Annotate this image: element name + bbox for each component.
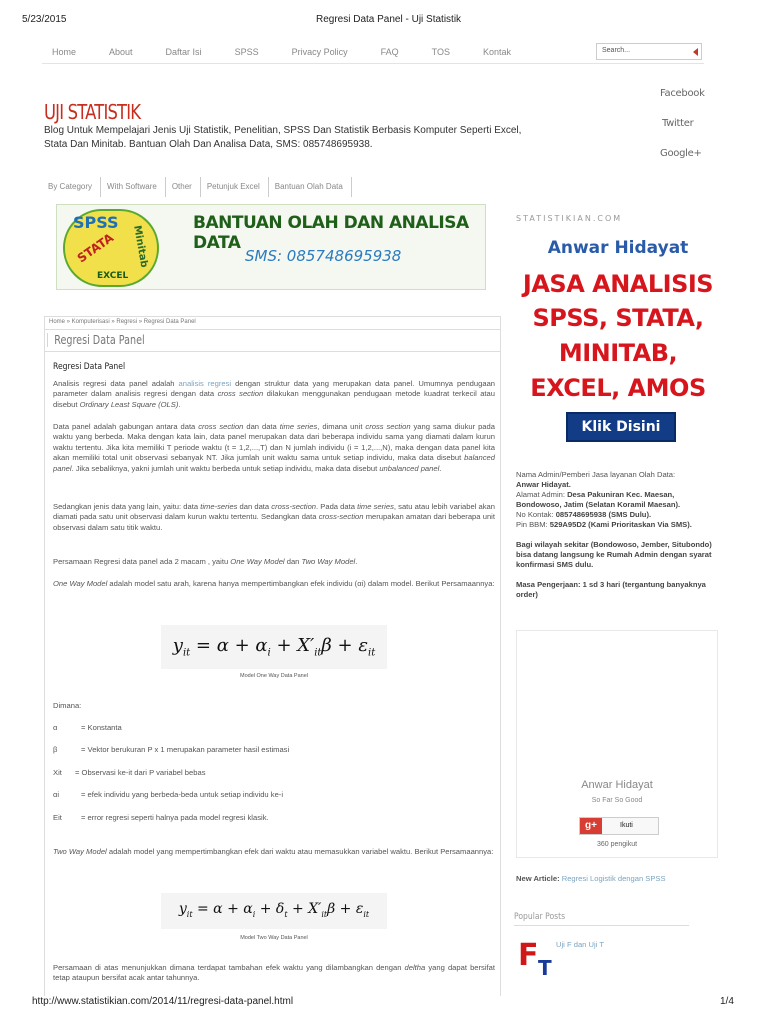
print-page: 1/4 bbox=[720, 996, 734, 1007]
gplus-icon: g+ bbox=[580, 818, 602, 834]
logo-stata: STATA bbox=[74, 230, 117, 266]
print-title: Regresi Data Panel - Uji Statistik bbox=[316, 14, 462, 25]
sidebar-heading: STATISTIKIAN.COM bbox=[516, 214, 623, 223]
ft-f: F bbox=[518, 938, 539, 973]
post-subtitle: Regresi Data Panel bbox=[53, 362, 126, 372]
search-placeholder: Search... bbox=[602, 47, 631, 54]
paragraph-6: Two Way Model adalah model yang mempertimbangkan efek dari waktu atau memasukkan variabel waktu. Berikut Persamaannya: bbox=[53, 847, 494, 856]
klik-disini-button[interactable]: Klik Disini bbox=[566, 412, 676, 442]
caption-two-way: Model Two Way Data Panel bbox=[240, 935, 308, 941]
admin-info: Nama Admin/Pemberi Jasa layanan Olah Data: Anwar Hidayat. Alamat Admin: Desa Pakuniran Kec. Maesan, Bondowoso, Jatim (Selatan Koramil Maesan). No Kontak: 085748695938 (SMS Dulu). Pin BBM: 529A95D2 (Kami Prioritaskan Via SMS). Bagi wilayah sekitar (Bondowoso, Jember, Situbondo) bisa datang langsung ke Rumah Admin dengan syarat konfirmasi SMS dulu. Masa Pengerjaan: 1 sd 3 hari (tergantung banyaknya order) bbox=[516, 470, 712, 599]
nav-home[interactable]: Home bbox=[52, 47, 77, 57]
nav-faq[interactable]: FAQ bbox=[380, 47, 399, 57]
ad-line-2: SPSS, STATA, bbox=[532, 304, 704, 332]
paragraph-2: Data panel adalah gabungan antara data cross section dan data time series, dimana unit cross section yang sama diukur pada waktu yang berbeda. Maka dengan kata lain, data panel merupakan data dari beberapa individu sama yang diamati dalam kurun waktu tertentu. Jika kita memiliki T periode waktu (t = 1,2,...,T) dan N jumlah individu (i = 1,2,...,N), maka dengan data panel kita akan memiliki total unit observasi sebanyak NT. Jika jumlah unit waktu sama untuk setiap individu, maka data disebut balanced panel. Jika sebaliknya, yakni jumlah unit waktu berbeda untuk setiap individu, maka data disebut unbalanced panel. bbox=[53, 422, 495, 473]
facebook-link[interactable]: Facebook bbox=[660, 88, 705, 99]
caption-one-way: Model One Way Data Panel bbox=[240, 673, 308, 679]
def-xit: Xit = Observasi ke-it dari P variabel bebas bbox=[53, 768, 206, 777]
post-container bbox=[44, 316, 501, 996]
follow-label: Ikuti bbox=[620, 822, 633, 829]
two-way-formula: $y_{it} = \alpha + \alpha_i + \delta_t + X'_{it}\beta + \varepsilon_{it}$ bbox=[161, 893, 387, 929]
popular-post-link[interactable]: Uji F dan Uji T bbox=[556, 940, 604, 949]
paragraph-3: Sedangkan jenis data yang lain, yaitu: data time-series dan data cross-section. Pada data time series, satu atau lebih variabel akan diamati pada satu unit observasi dalam kurun waktu tertentu. Sedangkan data cross-section merupakan amatan dari beberapa unit observasi dalam satu titik waktu. bbox=[53, 502, 496, 532]
service-banner[interactable] bbox=[56, 204, 486, 290]
search-input[interactable] bbox=[596, 43, 702, 60]
banner-headline: BANTUAN OLAH DAN ANALISA DATA bbox=[193, 213, 469, 253]
nav-about[interactable]: About bbox=[109, 47, 133, 57]
follower-count: 360 pengikut bbox=[596, 841, 638, 848]
nav-tos[interactable]: TOS bbox=[431, 47, 450, 57]
cat-other[interactable]: Other bbox=[166, 177, 201, 197]
one-way-formula: $y_{it} = \alpha + \alpha_i + X'_{it}\beta + \varepsilon_{it}$ bbox=[161, 625, 387, 669]
search-arrow-icon[interactable] bbox=[693, 48, 698, 56]
ad-line-1: JASA ANALISIS bbox=[522, 270, 714, 298]
paragraph-1: Analisis regresi data panel adalah analisis regresi dengan struktur data yang merupakan data panel. Umumnya pendugaan parameter dalam analisis regresi dengan data cross section dilakukan menggunakan pendugaan metode kuadrat terkecil atau disebut Ordinary Least Square (OLS). bbox=[53, 379, 496, 409]
popular-posts-heading: Popular Posts bbox=[514, 912, 689, 926]
post-title[interactable]: Regresi Data Panel bbox=[47, 333, 145, 347]
gplus-subtitle: So Far So Good bbox=[591, 797, 643, 804]
nav-kontak[interactable]: Kontak bbox=[482, 47, 511, 57]
def-beta: β = Vektor berukuran P x 1 merupakan parameter hasil estimasi bbox=[53, 745, 290, 754]
link-analisis-regresi[interactable]: analisis regresi bbox=[178, 379, 232, 388]
logo-spss: SPSS bbox=[73, 213, 119, 232]
ft-thumbnail[interactable] bbox=[516, 938, 556, 978]
ad-line-4: EXCEL, AMOS bbox=[530, 374, 706, 402]
cat-by-category[interactable]: By Category bbox=[42, 177, 101, 197]
cat-with-software[interactable]: With Software bbox=[101, 177, 166, 197]
print-url: http://www.statistikian.com/2014/11/regresi-data-panel.html bbox=[32, 996, 294, 1007]
new-article: New Article: Regresi Logistik dengan SPSS bbox=[516, 874, 666, 883]
def-eit: Eit = error regresi seperti halnya pada model regresi klasik. bbox=[53, 813, 269, 822]
def-alpha: α = Konstanta bbox=[53, 723, 122, 732]
print-date: 5/23/2015 bbox=[22, 14, 67, 25]
site-tagline: Blog Untuk Mempelajari Jenis Uji Statistik, Penelitian, SPSS Dan Statistik Berbasis Komputer Seperti Excel, Stata Dan Minitab. Bantuan Olah Dan Analisa Data, SMS: 085748695938. bbox=[44, 125, 522, 150]
paragraph-5: One Way Model adalah model satu arah, karena hanya mempertimbangkan efek individu (αi) dalam model. Berikut Persamaannya: bbox=[53, 579, 495, 588]
paragraph-4: Persamaan Regresi data panel ada 2 macam , yaitu One Way Model dan Two Way Model. bbox=[53, 557, 358, 566]
banner-sms: SMS: 085748695938 bbox=[245, 247, 402, 265]
gplus-name[interactable]: Anwar Hidayat bbox=[581, 779, 653, 791]
ad-name: Anwar Hidayat bbox=[547, 238, 689, 258]
cat-bantuan-olah-data[interactable]: Bantuan Olah Data bbox=[269, 177, 352, 197]
logo-excel: EXCEL bbox=[97, 271, 129, 281]
google-plus-card bbox=[516, 630, 718, 858]
jasa-analisis-ad[interactable] bbox=[512, 232, 724, 452]
def-alpha-i: αi = efek individu yang berbeda-beda untuk setiap individu ke-i bbox=[53, 790, 284, 799]
ft-t: T bbox=[538, 956, 552, 980]
nav-daftar-isi[interactable]: Daftar Isi bbox=[165, 47, 202, 57]
new-article-link[interactable]: Regresi Logistik dengan SPSS bbox=[561, 874, 666, 883]
dimana-label: Dimana: bbox=[53, 701, 82, 710]
breadcrumb[interactable]: Home » Komputerisasi » Regresi » Regresi Data Panel bbox=[49, 319, 196, 325]
logo-minitab: Minitab bbox=[131, 224, 150, 269]
nav-spss[interactable]: SPSS bbox=[234, 47, 259, 57]
gplus-follow-button[interactable] bbox=[579, 817, 659, 835]
cat-petunjuk-excel[interactable]: Petunjuk Excel bbox=[201, 177, 269, 197]
ad-line-3: MINITAB, bbox=[558, 339, 678, 367]
site-title[interactable]: UJI STATISTIK bbox=[44, 100, 141, 124]
paragraph-7: Persamaan di atas menunjukkan dimana terdapat tambahan efek waktu yang dilambangkan dengan deltha yang dapat bersifat tetap ataupun bersifat acak antar tahunnya. bbox=[53, 963, 495, 983]
nav-privacy-policy[interactable]: Privacy Policy bbox=[291, 47, 348, 57]
category-nav bbox=[42, 176, 410, 196]
twitter-link[interactable]: Twitter bbox=[662, 118, 694, 129]
software-logo bbox=[63, 209, 159, 287]
googleplus-link[interactable]: Google+ bbox=[660, 148, 702, 159]
